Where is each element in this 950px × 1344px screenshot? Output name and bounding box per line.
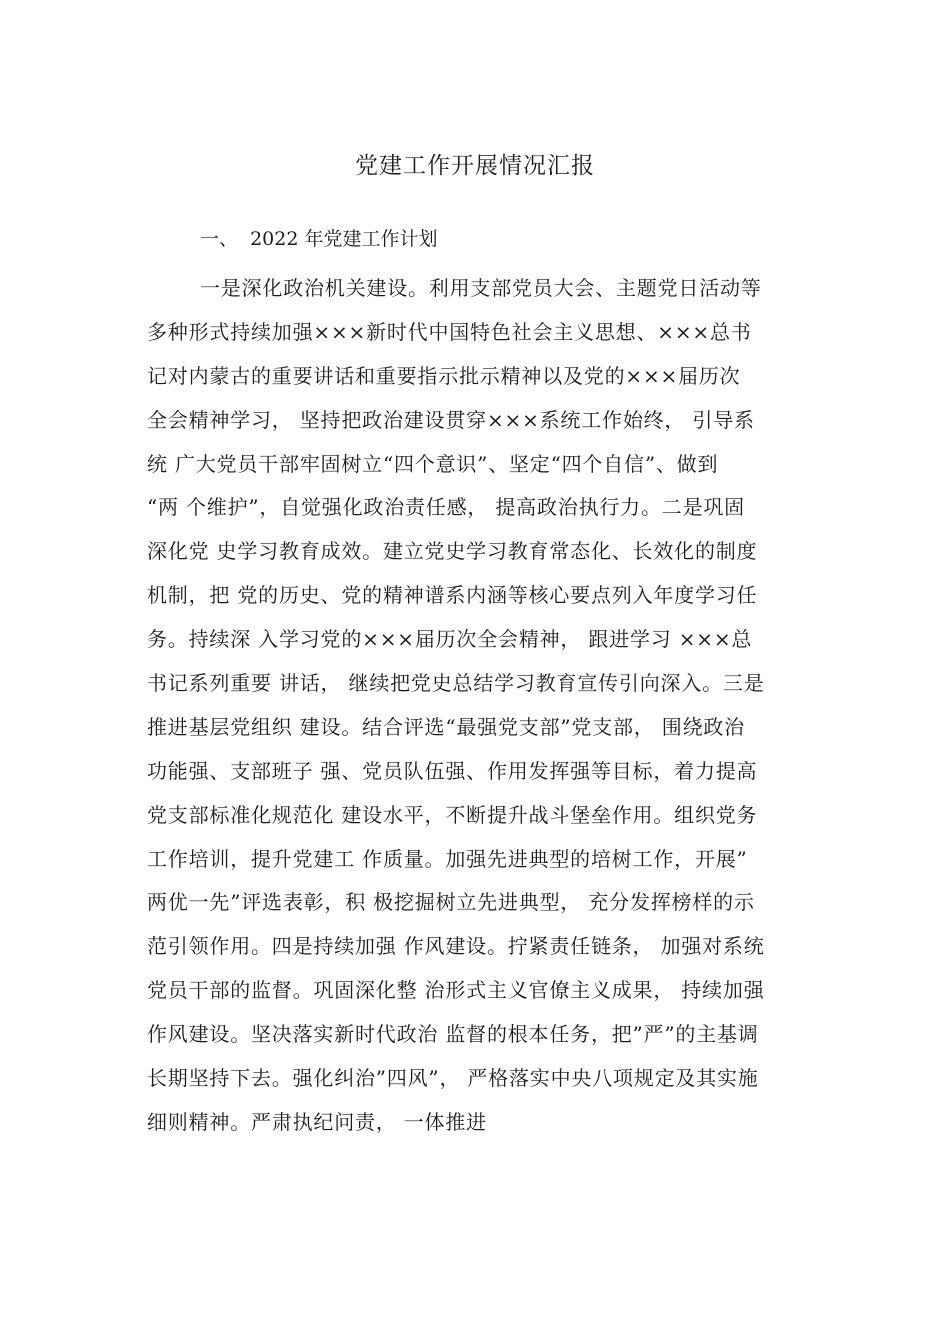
body-line: 工作培训，提升党建工 作质量。加强先进典型的培树工作，开展” (147, 846, 748, 871)
body-line: 机制，把 党的历史、党的精神谱系内涵等核心要点列入年度学习任 (147, 583, 758, 608)
body-paragraph (147, 267, 812, 1145)
body-line: 作风建设。坚决落实新时代政治 监督的根本任务，把”严”的主基调 (147, 1022, 759, 1047)
body-line: 一是深化政治机关建设。利用支部党员大会、主题党日活动等 (200, 276, 762, 300)
body-line: 长期坚持下去。强化纠治”四风”， 严格落实中央八项规定及其实施 (147, 1066, 759, 1091)
section-heading: 一、 2022 年党建工作计划 (200, 228, 438, 250)
body-line: 范引领作用。四是持续加强 作风建设。拧紧责任链条， 加强对系统 (147, 934, 765, 959)
body-line: 推进基层党组织 建设。结合评选“最强党支部”党支部， 围绕政治 (147, 714, 745, 739)
body-line: 多种形式持续加强×××新时代中国特色社会主义思想、×××总书 (147, 319, 752, 344)
body-line: 两优一先”评选表彰，积 极挖掘树立先进典型， 充分发挥榜样的示 (147, 890, 755, 915)
body-line: 统 广大党员干部牢固树立“四个意识”、坚定“四个自信”、做到 (147, 451, 719, 476)
body-line: 全会精神学习， 坚持把政治建设贯穿×××系统工作始终， 引导系 (147, 407, 755, 432)
body-line: 书记系列重要 讲话， 继续把党史总结学习教育宣传引向深入。三是 (147, 671, 765, 696)
body-line: 功能强、支部班子 强、党员队伍强、作用发挥强等目标，着力提高 (147, 758, 758, 783)
body-line: 记对内蒙古的重要讲话和重要指示批示精神以及党的×××届历次 (147, 363, 741, 388)
body-line: 细则精神。严肃执纪问责， 一体推进 (147, 1109, 487, 1134)
body-line: “两 个维护”，自觉强化政治责任感， 提高政治执行力。二是巩固 (147, 495, 745, 520)
body-line: 务。持续深 入学习党的×××届历次全会精神， 跟进学习 ×××总 (147, 627, 753, 652)
body-line: 党支部标准化规范化 建设水平，不断提升战斗堡垒作用。组织党务 (147, 802, 758, 827)
body-line: 党员干部的监督。巩固深化整 治形式主义官僚主义成果， 持续加强 (147, 978, 765, 1003)
body-line: 深化党 史学习教育成效。建立党史学习教育常态化、长效化的制度 (147, 539, 758, 564)
document-title: 党建工作开展情况汇报 (355, 153, 595, 179)
